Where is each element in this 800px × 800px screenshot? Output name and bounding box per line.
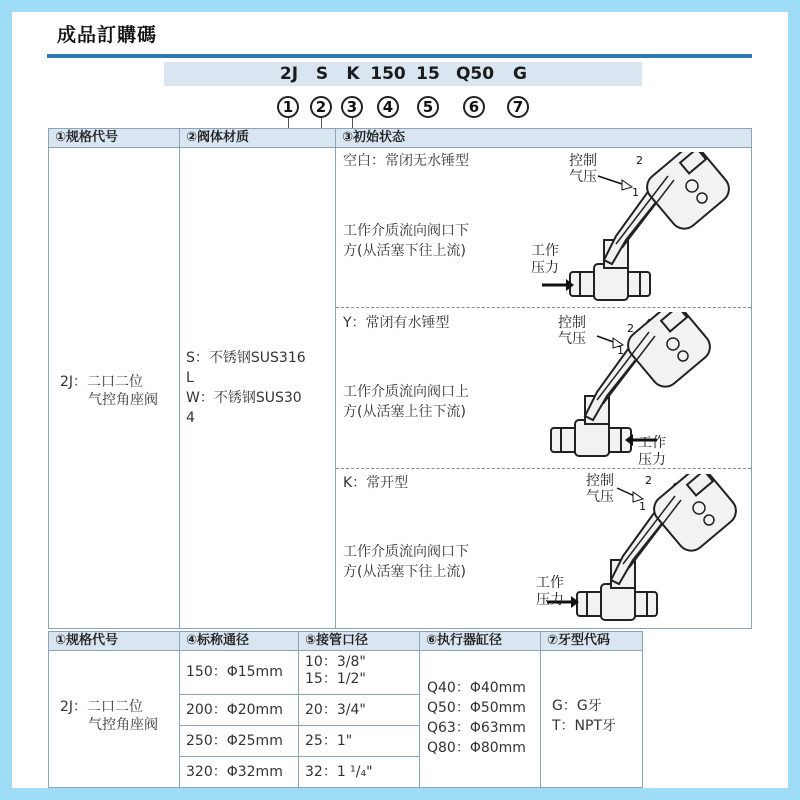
spec-text-line2: 气控角座阀 bbox=[88, 392, 158, 408]
control-pressure-label: 气压 bbox=[586, 489, 614, 505]
port-label-2: 2 bbox=[645, 474, 652, 487]
bore-value: 320：Φ32mm bbox=[186, 764, 283, 780]
header-thread-code: ⑦牙型代码 bbox=[540, 631, 643, 651]
work-pressure-label: 压力 bbox=[531, 260, 559, 276]
port-value: 32：1 ¹/₄" bbox=[305, 764, 373, 780]
work-pressure-label: 工作 bbox=[531, 243, 559, 259]
cylinder-value: Q80：Φ80mm bbox=[427, 740, 526, 756]
bore-value: 150：Φ15mm bbox=[186, 664, 283, 680]
header-body-material: ②阀体材质 bbox=[179, 128, 336, 148]
port-label-1: 1 bbox=[639, 500, 646, 513]
state-flow-desc: 工作介质流向阀口下 bbox=[343, 544, 469, 560]
port-label-2: 2 bbox=[627, 322, 634, 335]
bore-value: 200：Φ20mm bbox=[186, 702, 283, 718]
material-text-w: W：不锈钢SUS30 bbox=[186, 390, 302, 406]
work-pressure-label: 工作 bbox=[536, 575, 564, 591]
header-cylinder-bore: ⑥执行器缸径 bbox=[419, 631, 541, 651]
control-pressure-label: 控制 bbox=[586, 473, 614, 489]
port-value: 10：3/8" bbox=[305, 654, 366, 670]
header-nominal-bore: ④标称通径 bbox=[179, 631, 299, 651]
valve-diagram-normally-open bbox=[547, 474, 747, 624]
material-text-s-cont: L bbox=[186, 370, 194, 386]
spec-text-line2: 气控角座阀 bbox=[88, 717, 158, 733]
state-flow-desc: 工作介质流向阀口上 bbox=[343, 384, 469, 400]
code-segment-size: 150 bbox=[370, 64, 406, 84]
thread-value: T：NPT牙 bbox=[552, 718, 617, 734]
work-pressure-label: 工作 bbox=[638, 435, 666, 451]
section-title: 成品訂購碼 bbox=[57, 24, 158, 46]
bore-value: 250：Φ25mm bbox=[186, 733, 283, 749]
work-pressure-label: 压力 bbox=[536, 592, 564, 608]
code-number-4: 4 bbox=[377, 96, 399, 118]
state-normally-closed-title: 空白：常闭无水锤型 bbox=[343, 153, 469, 169]
thread-value: G：G牙 bbox=[552, 698, 602, 714]
work-pressure-label: 压力 bbox=[638, 452, 666, 468]
material-text-s: S：不锈钢SUS316 bbox=[186, 350, 306, 366]
state-divider bbox=[336, 307, 751, 308]
code-segment-port: 15 bbox=[416, 64, 440, 84]
order-code-panel bbox=[12, 12, 788, 788]
cylinder-value: Q50：Φ50mm bbox=[427, 700, 526, 716]
valve-diagram-normally-closed bbox=[542, 152, 742, 302]
spec-text-line1: 2J：二口二位 bbox=[60, 699, 144, 715]
control-pressure-label: 控制 bbox=[558, 315, 586, 331]
header-initial-state: ③初始状态 bbox=[335, 128, 752, 148]
code-number-1: 1 bbox=[277, 96, 299, 118]
port-label-1: 1 bbox=[617, 344, 624, 357]
code-leader bbox=[352, 118, 353, 128]
code-leader bbox=[288, 118, 289, 128]
port-value: 15：1/2" bbox=[305, 671, 366, 687]
code-number-6: 6 bbox=[463, 96, 485, 118]
control-pressure-label: 控制 bbox=[569, 153, 597, 169]
state-flow-desc: 方(从活塞上往下流) bbox=[343, 404, 466, 420]
control-pressure-label: 气压 bbox=[569, 169, 597, 185]
state-flow-desc: 工作介质流向阀口下 bbox=[343, 223, 469, 239]
material-text-w-cont: 4 bbox=[186, 410, 195, 426]
code-number-7: 7 bbox=[507, 96, 529, 118]
port-value: 25：1" bbox=[305, 733, 353, 749]
code-leader bbox=[321, 118, 322, 128]
code-number-2: 2 bbox=[310, 96, 332, 118]
port-label-2: 2 bbox=[636, 154, 643, 167]
cylinder-value: Q40：Φ40mm bbox=[427, 680, 526, 696]
code-segment-material: S bbox=[315, 64, 329, 84]
code-segment-cylinder: Q50 bbox=[455, 64, 495, 84]
header-spec-code: ①规格代号 bbox=[48, 128, 180, 148]
state-normally-open-title: K：常开型 bbox=[343, 475, 409, 491]
state-flow-desc: 方(从活塞下往上流) bbox=[343, 564, 466, 580]
title-underline bbox=[47, 54, 752, 58]
code-number-5: 5 bbox=[417, 96, 439, 118]
header-port-size: ⑤接管口径 bbox=[298, 631, 420, 651]
control-pressure-label: 气压 bbox=[558, 331, 586, 347]
port-label-1: 1 bbox=[632, 186, 639, 199]
header-spec-code: ①规格代号 bbox=[48, 631, 180, 651]
code-number-3: 3 bbox=[341, 96, 363, 118]
port-value: 20：3/4" bbox=[305, 702, 366, 718]
code-segment-spec: 2J bbox=[279, 64, 299, 84]
state-flow-desc: 方(从活塞下往上流) bbox=[343, 243, 466, 259]
code-segment-thread: G bbox=[513, 64, 527, 84]
state-divider bbox=[336, 468, 751, 469]
valve-diagram-water-hammer bbox=[537, 312, 737, 462]
state-water-hammer-title: Y：常闭有水锤型 bbox=[343, 315, 450, 331]
cylinder-value: Q63：Φ63mm bbox=[427, 720, 526, 736]
code-segment-state: K bbox=[346, 64, 360, 84]
spec-text-line1: 2J：二口二位 bbox=[60, 374, 144, 390]
